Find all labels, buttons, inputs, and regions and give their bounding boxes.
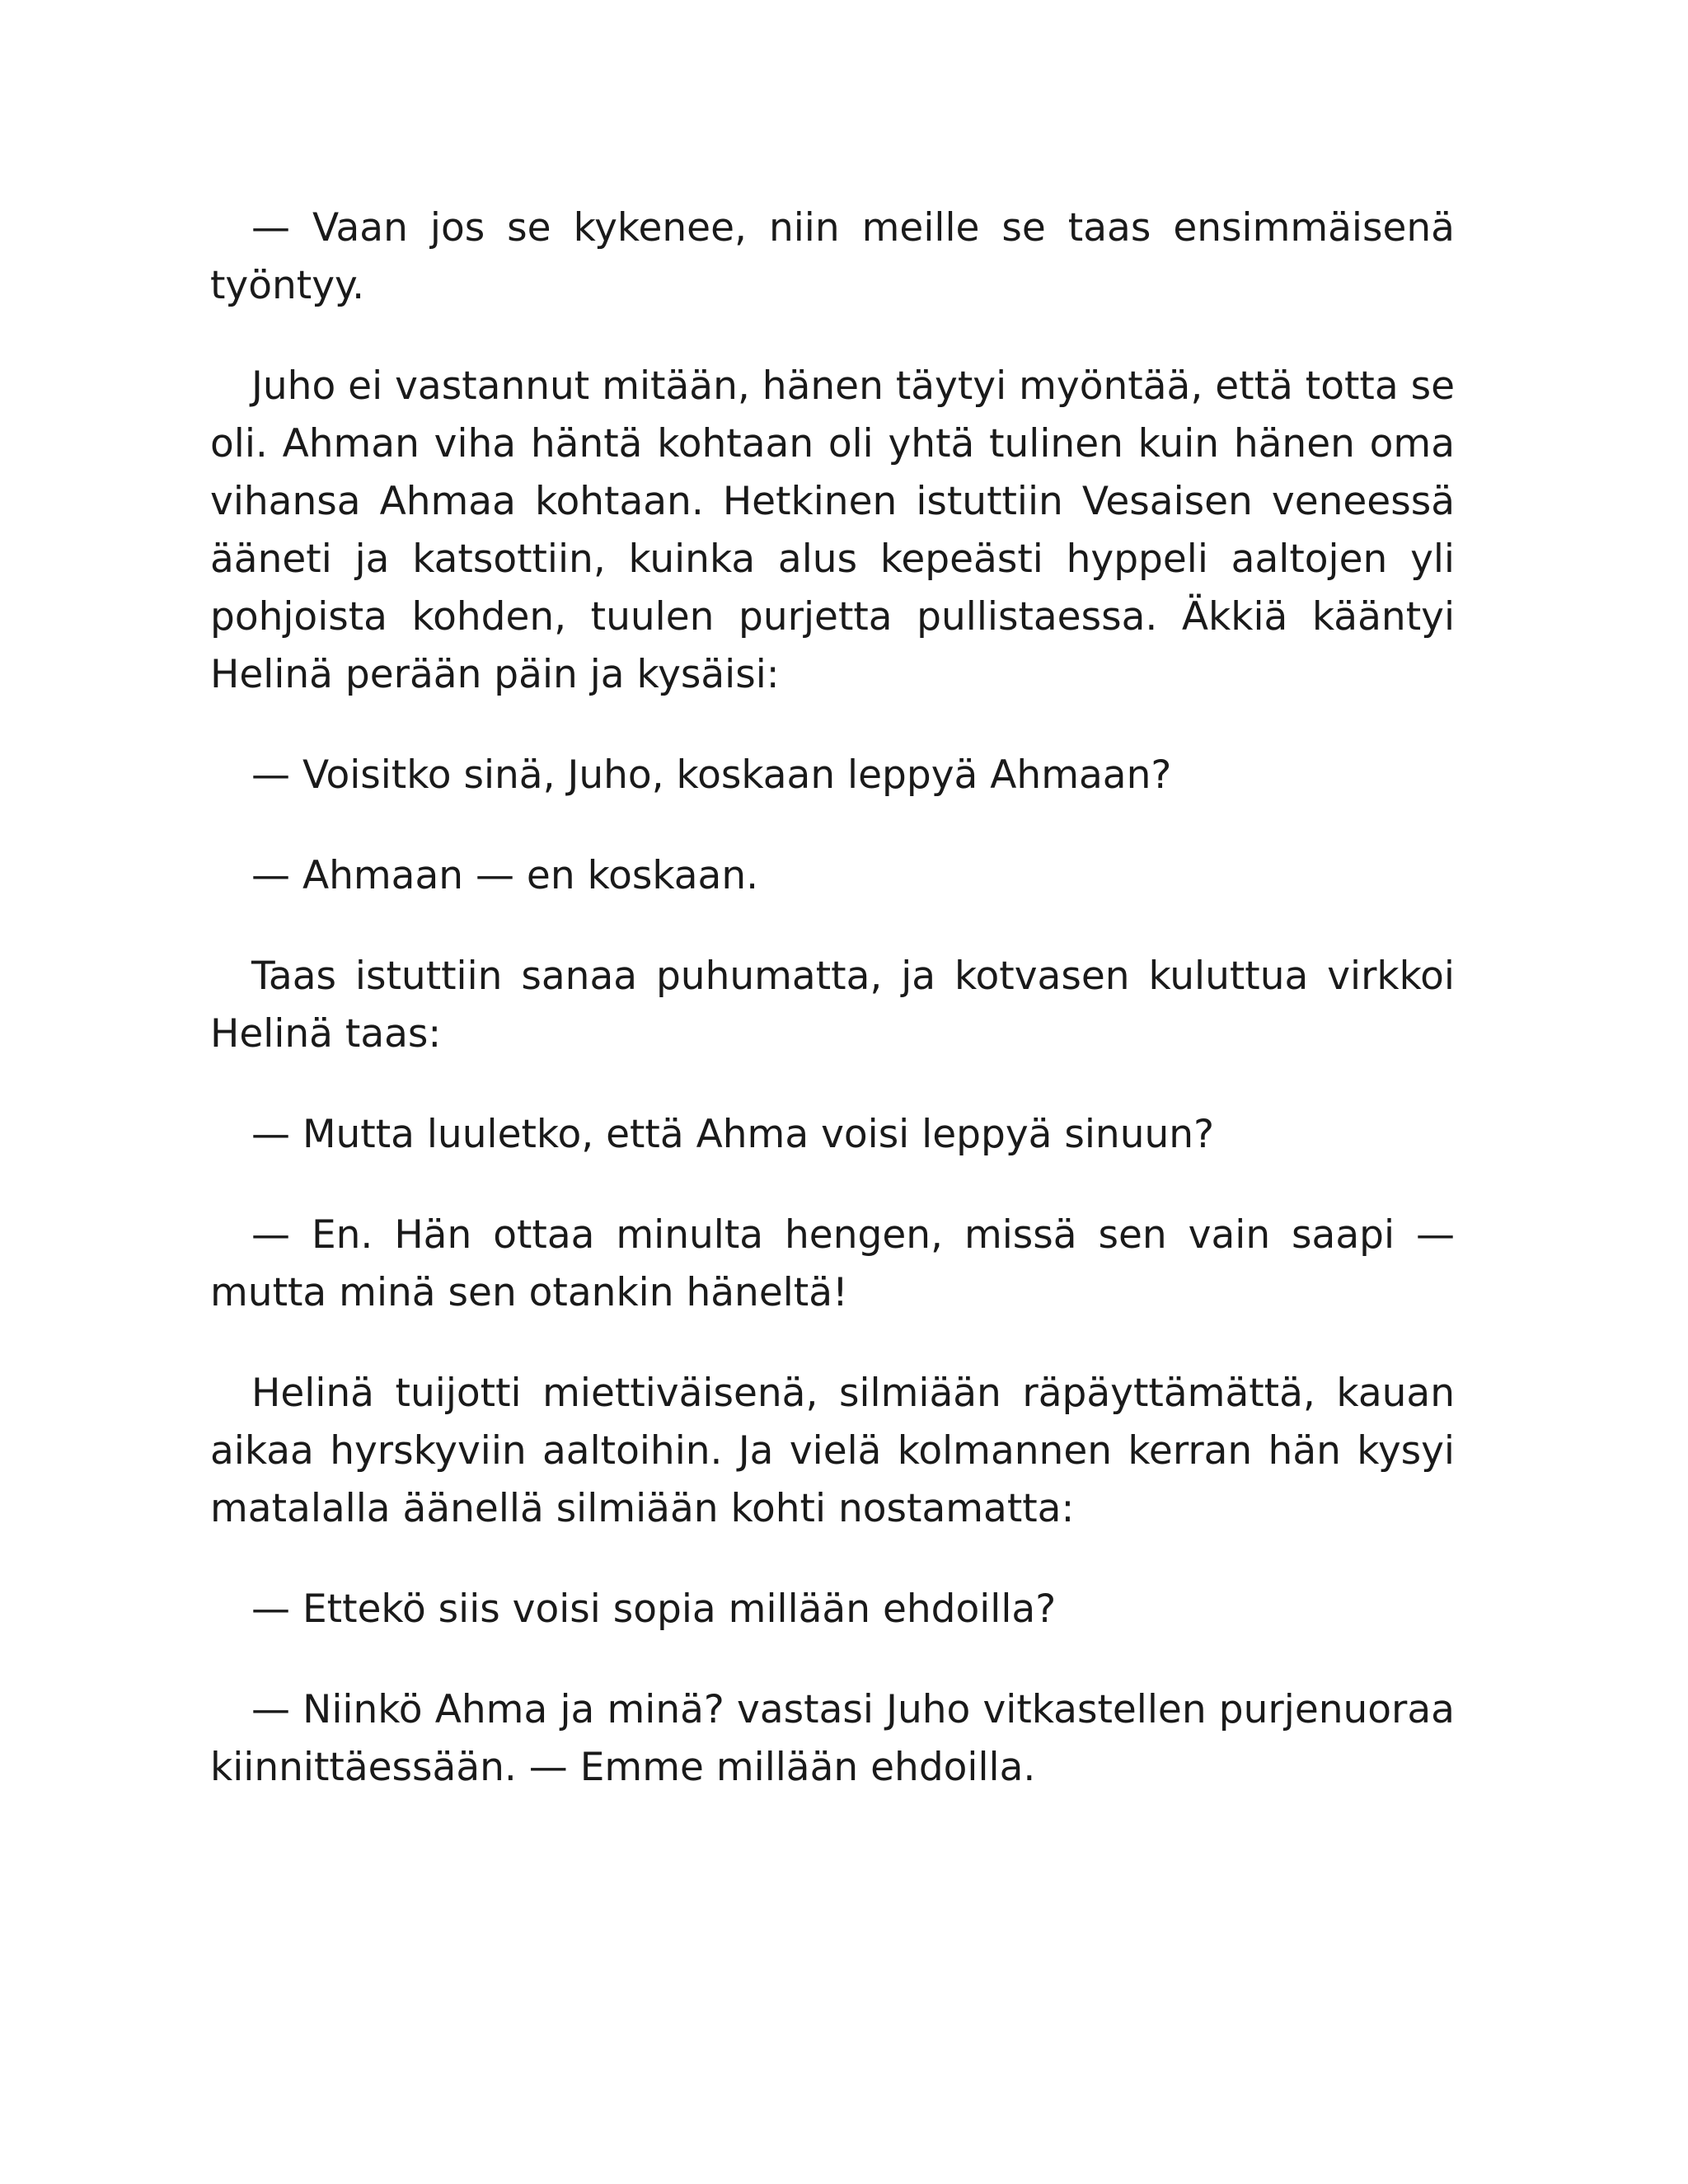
paragraph-6: — Mutta luuletko, että Ahma voisi leppyä sinuun? bbox=[251, 1112, 1215, 1157]
paragraph-9: — Ettekö siis voisi sopia millään ehdoilla? bbox=[251, 1586, 1057, 1632]
paragraph-3: — Voisitko sinä, Juho, koskaan leppyä Ahmaan? bbox=[251, 752, 1172, 798]
paragraph-2: Juho ei vastannut mitään, hänen täytyi myöntää, että totta se oli. Ahman viha häntä kohtaan oli yhtä tulinen kuin hänen oma vihansa Ahmaa kohtaan. Hetkinen istuttiin Vesaisen veneessä ääneti ja katsottiin, kuinka alus kepeästi hyppeli aaltojen yli pohjoista kohden, tuulen purjetta pullistaessa. Äkkiä kääntyi Helinä perään päin ja kysäisi: bbox=[210, 363, 1455, 697]
paragraph-4: — Ahmaan — en koskaan. bbox=[251, 853, 759, 898]
paragraph-8: Helinä tuijotti miettiväisenä, silmiään räpäyttämättä, kauan aikaa hyrskyviin aaltoihin. Ja vielä kolmannen kerran hän kysyi matalalla äänellä silmiään kohti nostamatta: bbox=[210, 1371, 1455, 1531]
paragraph-5: Taas istuttiin sanaa puhumatta, ja kotvasen kuluttua virkkoi Helinä taas: bbox=[210, 954, 1455, 1057]
paragraph-10: — Niinkö Ahma ja minä? vastasi Juho vitkastellen purjenuoraa kiinnittäessään. — Emme millään ehdoilla. bbox=[210, 1687, 1455, 1790]
paragraph-1: — Vaan jos se kykenee, niin meille se taas ensimmäisenä työntyy. bbox=[210, 205, 1455, 308]
paragraph-7: — En. Hän ottaa minulta hengen, missä sen vain saapi — mutta minä sen otankin häneltä! bbox=[210, 1212, 1455, 1315]
document-page bbox=[210, 199, 1455, 1840]
